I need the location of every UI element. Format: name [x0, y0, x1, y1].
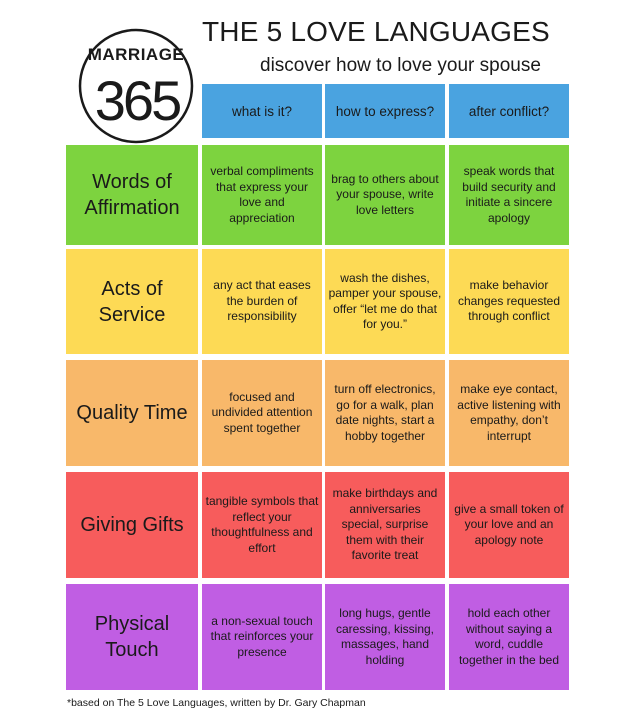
- page-subtitle: discover how to love your spouse: [260, 55, 541, 76]
- cell-words-what: verbal compliments that express your love and appreciation: [202, 145, 322, 245]
- row-label-line: Giving Gifts: [80, 514, 184, 536]
- column-header-what: what is it?: [202, 84, 322, 138]
- cell-gifts-what: tangible symbols that reflect your thoughtfulness and effort: [202, 472, 322, 578]
- cell-quality-how: turn off electronics, go for a walk, plan date nights, start a hobby together: [325, 360, 445, 466]
- row-label-line: Physical: [94, 613, 170, 635]
- cell-touch-after: hold each other without saying a word, cuddle together in the bed: [449, 584, 569, 690]
- row-label-line: Touch: [105, 639, 159, 661]
- row-label-line: Service: [98, 303, 166, 326]
- cell-gifts-after: give a small token of your love and an apology note: [449, 472, 569, 578]
- cell-acts-how: wash the dishes, pamper your spouse, offer “let me do that for you.”: [325, 249, 445, 354]
- row-label-acts-of-service: [66, 249, 198, 354]
- cell-acts-what: any act that eases the burden of responsibility: [202, 249, 322, 354]
- logo-number: 365: [94, 69, 180, 132]
- column-header-after: after conflict?: [449, 84, 569, 138]
- cell-gifts-how: make birthdays and anniversaries special, surprise them with their favorite treat: [325, 472, 445, 578]
- cell-acts-after: make behavior changes requested through conflict: [449, 249, 569, 354]
- row-label-giving-gifts: [66, 472, 198, 578]
- logo-word: MARRIAGE: [87, 45, 185, 64]
- row-label-words-of-affirmation: [66, 145, 198, 245]
- footnote: *based on The 5 Love Languages, written by Dr. Gary Chapman: [67, 697, 366, 709]
- logo-circle-graphic: [77, 27, 195, 145]
- row-label-line: Words of: [92, 171, 172, 193]
- cell-words-how: brag to others about your spouse, write love letters: [325, 145, 445, 245]
- row-label-line: Quality Time: [76, 402, 188, 424]
- page-title: THE 5 LOVE LANGUAGES: [202, 16, 550, 47]
- row-label-line: Affirmation: [84, 197, 180, 219]
- cell-touch-how: long hugs, gentle caressing, kissing, massages, hand holding: [325, 584, 445, 690]
- cell-quality-after: make eye contact, active listening with empathy, don’t interrupt: [449, 360, 569, 466]
- column-header-how: how to express?: [325, 84, 445, 138]
- row-label-line: Acts of: [101, 277, 163, 300]
- cell-quality-what: focused and undivided attention spent together: [202, 360, 322, 466]
- row-label-physical-touch: [66, 584, 198, 690]
- cell-words-after: speak words that build security and initiate a sincere apology: [449, 145, 569, 245]
- row-label-quality-time: [66, 360, 198, 466]
- marriage365-logo: [77, 27, 195, 145]
- cell-touch-what: a non-sexual touch that reinforces your presence: [202, 584, 322, 690]
